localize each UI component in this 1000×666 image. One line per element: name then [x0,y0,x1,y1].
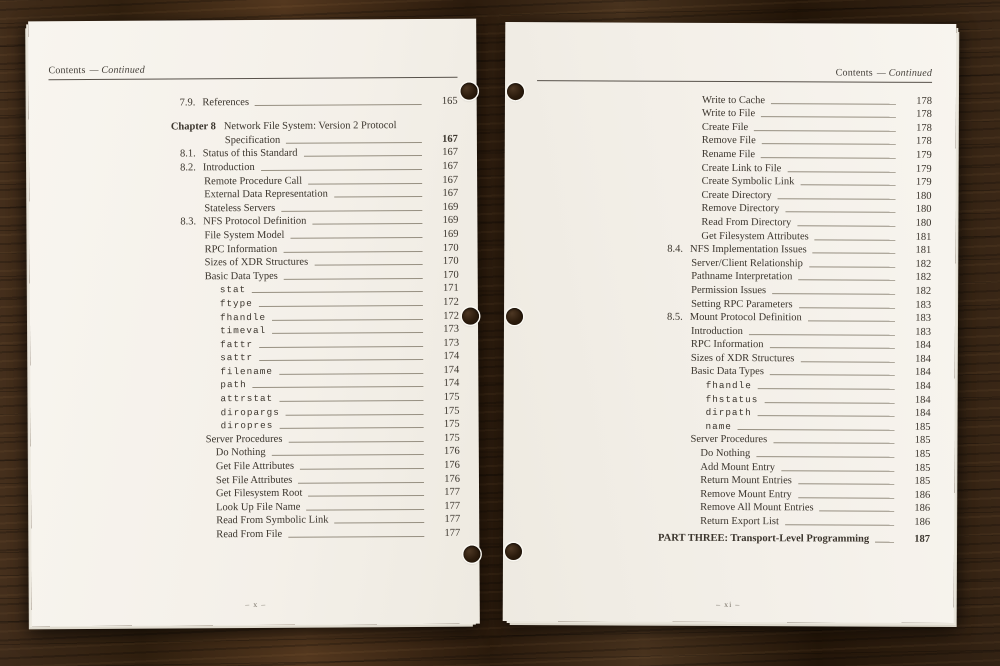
entry-title: Get File Attributes [215,460,295,473]
page-number: 183 [915,312,932,324]
entry-title: Introduction [202,161,255,174]
dot-leader-line [875,540,894,542]
punch-hole [461,83,478,100]
toc-entry-label [691,285,766,296]
toc-entry-label [205,271,278,282]
page-number: 184 [914,380,931,392]
page-number: 177 [444,486,461,499]
page-number: 179 [915,176,932,189]
entry-title: Basic Data Types [204,270,278,283]
toc-entry-label [204,175,302,187]
page-number: 177 [444,527,461,539]
toc-entry-label [701,203,779,214]
dot-leader-line [306,508,424,511]
toc-entry-label [691,366,764,377]
dot-leader-line [800,183,895,185]
dot-leader-line [761,156,896,159]
toc-entry-label [667,312,802,324]
entry-title: Rename File [701,148,756,161]
dot-leader-line [758,387,895,390]
dot-leader-line [272,317,423,320]
page-number: 177 [444,514,461,526]
header-continued-label: — Continued [876,67,933,79]
entry-title: diropargs [220,406,280,418]
page-number: 176 [444,473,460,485]
page-number-footer: – xi – [716,599,741,610]
toc-entry-label [706,395,759,405]
toc-entry-label [204,230,284,241]
dot-leader-line [813,251,896,253]
page-number: 173 [443,323,460,335]
dot-leader-line [308,182,422,185]
dot-leader-line [772,292,895,295]
toc-entry-label [702,190,772,201]
dot-leader-line [255,103,422,106]
dot-leader-line [259,358,423,361]
dot-leader-line [286,141,422,144]
toc-entry-label [706,422,732,432]
toc-entry-label [702,162,782,173]
entry-title: Create Link to File [701,162,782,174]
page-number: 175 [443,418,460,431]
entry-title: Server Procedures [205,433,283,446]
entry-title: Remove File [701,135,756,147]
dot-leader-line [815,238,896,240]
toc-entry-label [220,312,266,322]
toc-entry-label [204,203,275,214]
entry-title: Stateless Servers [204,202,276,215]
toc-entry-label [216,474,292,485]
toc-entry-label [700,489,792,500]
page-number: 186 [914,503,931,515]
entry-title: Read From Symbolic Link [216,514,329,527]
toc-entry-label [691,353,795,364]
entry-title: sattr [220,352,254,364]
entry-title: NFS Protocol Definition [203,216,307,228]
punch-hole [463,546,480,563]
dot-leader-line [272,453,424,456]
page-number: 169 [442,201,459,213]
dot-leader-line [787,170,895,172]
page-number: 167 [442,174,459,186]
entry-title: Introduction [690,325,743,337]
toc-entry-label [658,532,869,544]
dot-leader-line [738,428,895,431]
page-number: 186 [914,516,931,528]
toc-entry-label [221,408,280,418]
page-number: 178 [916,109,932,121]
running-header [48,63,457,77]
toc-entry-label [702,108,755,119]
toc-entry-label [691,326,743,337]
page-number: 175 [443,391,460,403]
toc-entry-row [51,525,460,541]
entry-title: diropres [220,420,274,432]
page-number: 173 [443,337,460,349]
entry-title: Status of this Standard [202,148,298,160]
entry-title: Set File Attributes [215,474,293,486]
toc-entry-label [220,353,253,363]
page-number: 185 [914,476,931,488]
entry-title: Read From File [216,528,283,541]
dot-leader-line [261,168,422,171]
punch-hole [506,308,523,325]
punch-hole [505,543,522,560]
dot-leader-line [770,346,895,349]
entry-title: External Data Representation [204,188,328,201]
page-number: 167 [442,133,458,145]
entry-title: Create Directory [701,189,772,201]
page-number: 185 [914,462,931,474]
page-number: 167 [442,147,458,159]
page-number: 178 [916,95,932,107]
entry-title: Remote Procedure Call [204,175,303,187]
entry-title: Sizes of XDR Structures [690,352,795,365]
toc-entry-label [700,475,792,486]
dot-leader-line [762,143,896,146]
entry-title: Create Symbolic Link [701,176,795,188]
entry-title: path [220,379,247,391]
toc-list-left [49,93,461,541]
dot-leader-line [279,399,423,402]
dot-leader-line [288,535,424,538]
toc-entry-label [220,285,246,295]
header-rule [537,80,932,83]
toc-entry-label [216,461,294,472]
toc-entry-label [691,339,764,350]
dot-leader-line [756,455,894,458]
toc-entry-label [691,271,792,282]
dot-leader-line [809,265,895,267]
entry-title: Return Export List [700,515,779,528]
entry-title: RPC Information [690,339,764,351]
page-number: 180 [915,204,932,216]
dot-leader-line [754,129,896,132]
entry-title: Server/Client Relationship [691,257,803,270]
toc-entry-label [702,94,765,105]
dot-leader-line [798,279,895,281]
toc-entry-label [220,299,253,309]
entry-title: Basic Data Types [690,366,764,378]
page-number: 176 [444,446,460,458]
toc-entry-label [701,230,808,241]
entry-title: name [705,420,732,432]
dot-leader-line [300,467,424,470]
section-number: 8.1. [179,148,196,160]
dot-leader-line [290,236,422,239]
right-page [503,22,957,623]
header-title: Contents [835,67,873,79]
dot-leader-line [314,263,422,266]
dot-leader-line [308,494,424,497]
entry-title: NFS Implementation Issues [690,243,807,256]
toc-entry-label [205,243,278,254]
page-number: 175 [443,405,460,417]
entry-title: Get Filesystem Root [216,487,303,500]
toc-entry-label [702,135,756,146]
toc-entry-label [691,298,793,309]
entry-title: dirpath [705,407,752,419]
page-number: 186 [914,489,931,501]
left-page [28,19,480,627]
entry-title: fhandle [705,379,752,392]
page-number: 170 [442,242,459,254]
dot-leader-line [288,440,423,443]
page-number: 170 [442,255,459,267]
page-number: 172 [443,296,459,308]
header-title: Contents [48,65,86,77]
punch-hole [507,83,524,100]
entry-title: fhandle [219,311,267,323]
entry-title: Write to File [701,108,756,120]
entry-title: References [202,96,250,108]
toc-entry-label [220,367,273,377]
page-number: 177 [444,500,461,512]
entry-title: Permission Issues [691,284,767,297]
toc-entry-label [204,189,328,201]
dot-leader-line [770,374,895,377]
section-number: 8.3. [180,216,197,228]
punch-hole [462,308,479,325]
dot-leader-line [785,211,895,213]
page-number: 184 [914,394,931,406]
toc-entry-label [180,162,255,173]
dot-leader-line [272,331,423,334]
page-number: 174 [443,351,460,363]
page-number: 176 [444,459,460,471]
entry-title: stat [219,284,247,296]
entry-title: Return Mount Entries [700,475,792,487]
page-number: 183 [915,326,931,338]
toc-entry-row [535,513,930,528]
entry-title: Add Mount Entry [700,461,776,473]
toc-entry-label [216,447,266,458]
entry-title: File System Model [204,229,285,242]
toc-entry-label [702,122,748,133]
toc-entry-label [706,408,752,418]
page-number: 170 [442,269,459,281]
page-number: 182 [915,272,932,284]
entry-title: ftype [219,297,253,310]
entry-title: Write to Cache [701,94,766,106]
running-header [537,66,932,80]
dot-leader-line [259,345,423,348]
page-number: 174 [443,378,460,390]
entry-title: timeval [220,325,267,337]
toc-entry-label [700,516,779,527]
toc-entry-row [535,529,930,544]
dot-leader-line [259,304,423,307]
page-number: 172 [443,310,459,322]
section-number: 8.5. [666,311,683,323]
toc-entry-label [216,502,300,514]
toc-entry-label [667,244,806,256]
toc-entry-row [49,93,458,109]
page-number: 178 [916,136,932,148]
page-number: 171 [443,283,459,295]
dot-leader-line [771,102,896,105]
toc-entry-label [691,258,803,269]
dot-leader-line [761,115,896,118]
entry-title: fhstatus [705,393,759,405]
toc-entry-label [700,448,750,459]
dot-leader-line [820,510,895,512]
dot-leader-line [778,197,896,200]
entry-title: Pathname Interpretation [691,271,793,283]
section-number: 8.2. [180,162,196,174]
entry-title: Specification [224,134,281,146]
dot-leader-line [253,385,424,388]
dot-leader-line [298,481,424,484]
right-page-content [535,66,932,544]
toc-entry-label [220,394,273,404]
chapter-number-label: Chapter 8 [170,121,216,133]
dot-leader-line [279,426,423,429]
dot-leader-line [808,319,895,321]
dot-leader-line [284,277,423,280]
dot-leader-line [781,469,894,471]
dot-leader-line [283,250,422,253]
left-page-content [48,63,460,541]
entry-title: Mount Protocol Definition [689,311,802,324]
entry-title: Remove All Mount Entries [700,502,814,514]
page-number: 184 [915,367,931,379]
entry-title: RPC Information [204,243,278,255]
page-number: 167 [442,160,459,172]
page-number: 165 [441,95,458,107]
toc-entry-label [180,97,249,108]
page-number: 178 [916,122,932,134]
dot-leader-line [764,401,894,404]
toc-entry-label [206,434,283,445]
dot-leader-line [286,413,424,416]
page-number: 182 [915,285,932,297]
page-number: 181 [915,244,932,257]
dot-leader-line [335,521,425,524]
toc-entry-label [702,149,755,160]
page-number: 169 [442,215,459,227]
entry-title: Setting RPC Parameters [691,298,793,310]
section-number: 7.9. [179,96,196,109]
entry-title: PART THREE: Transport-Level Programming [658,532,870,545]
dot-leader-line [334,195,422,198]
dot-leader-line [304,154,422,157]
toc-entry-label [220,381,246,391]
toc-entry-label [220,326,266,336]
page-number: 184 [914,408,931,420]
page-number: 179 [915,163,932,175]
toc-entry-label [701,217,791,228]
toc-entry-label [216,515,328,527]
toc-entry-label [180,148,298,160]
toc-entry-label [216,488,302,500]
toc-entry-label [221,421,274,431]
entry-title: attrstat [220,392,274,405]
page-number: 187 [914,533,931,545]
page-number: 180 [915,190,932,202]
page-number: 185 [914,421,931,433]
entry-title: Server Procedures [690,434,768,446]
entry-title: Remove Directory [701,203,780,215]
entry-title: Read From Directory [701,216,792,229]
dot-leader-line [281,209,422,212]
toc-entry-label [700,502,814,513]
entry-title: Do Nothing [215,447,266,459]
dot-leader-line [798,496,894,498]
dot-leader-line [800,360,894,362]
page-number: 169 [442,228,459,240]
dot-leader-line [252,290,423,293]
toc-entry-label [706,381,752,391]
header-continued-label: — Continued [89,64,145,76]
entry-title: Remove Mount Entry [700,488,792,501]
page-number: 184 [915,353,931,365]
header-rule [49,77,458,80]
dot-leader-line [758,414,895,417]
page-number: 181 [915,231,932,243]
toc-entry-label [205,257,309,269]
dot-leader-line [279,372,423,375]
toc-entry-label [702,176,795,187]
section-number: 8.4. [667,243,684,255]
toc-entry-label [180,216,306,228]
page-number: 174 [443,364,460,376]
page-number: 180 [915,217,932,229]
page-number: 184 [915,340,931,352]
dot-leader-line [798,483,894,485]
entry-title: Sizes of XDR Structures [204,256,309,269]
entry-title: Network File System: Version 2 Protocol [223,120,397,133]
page-number: 179 [915,149,932,161]
dot-leader-line [797,224,895,226]
dot-leader-line [312,222,422,225]
dot-leader-line [785,523,894,525]
toc-entry-label [700,461,775,472]
entry-title: Get Filesystem Attributes [701,230,809,242]
page-number: 175 [443,432,460,444]
entry-title: Look Up File Name [216,501,301,514]
entry-title: filename [220,365,273,378]
toc-entry-label [225,135,280,146]
toc-entry-label [220,340,253,350]
page-number: 167 [442,187,459,200]
toc-entry-label [690,434,767,445]
page-number: 182 [915,258,932,270]
entry-title: Create File [701,121,749,133]
dot-leader-line [799,306,896,308]
dot-leader-line [773,442,894,445]
page-number: 185 [914,448,931,460]
toc-entry-row [49,117,458,133]
toc-entry-label [171,120,397,132]
page-number: 185 [914,435,931,447]
toc-entry-label [216,529,282,540]
toc-list-right [535,91,932,544]
page-number: 183 [915,299,932,311]
entry-title: Do Nothing [700,447,751,460]
entry-title: fattr [220,338,254,350]
page-number-footer: – x – [245,599,267,610]
dot-leader-line [749,333,895,336]
